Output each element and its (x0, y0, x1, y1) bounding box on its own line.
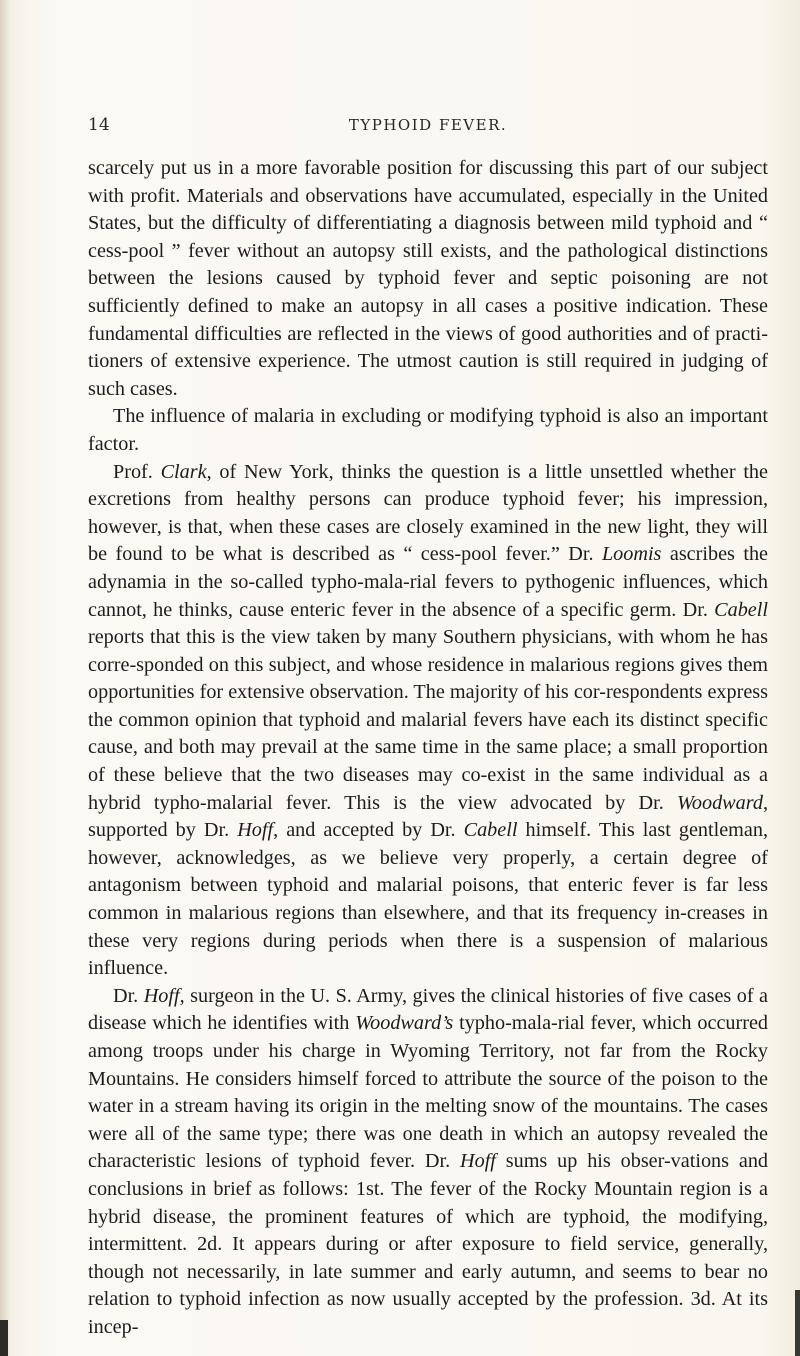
paragraph-malaria (88, 403, 768, 458)
text-run: The influence of malaria in excluding or modifying typhoid is also an important factor. (88, 405, 768, 455)
binding-mark-right (795, 1290, 800, 1356)
paragraph-continued (88, 155, 768, 403)
text-run: , and accepted by Dr. (273, 819, 464, 842)
running-head: TYPHOID FEVER. (348, 116, 508, 134)
paragraph-clark (88, 459, 768, 983)
text-run: Prof. (113, 460, 161, 483)
cited-name: Woodward’s (355, 1012, 454, 1035)
text-run: Dr. (113, 984, 144, 1007)
cited-name: Cabell (714, 598, 768, 621)
cited-name: Loomis (601, 543, 662, 566)
cited-name: Cabell (463, 819, 518, 842)
cited-name: Woodward (676, 791, 763, 814)
binding-mark-left (0, 1320, 8, 1356)
paragraph-hoff (88, 983, 768, 1342)
page-edge-shadow (0, 0, 10, 1356)
cited-name: Hoff (460, 1150, 496, 1173)
text-run: himself. This last gentleman, however, acknowledges, as we believe very properly, a certain degree of antagonism between typhoid and malarial poisons, that enteric fever is far less common in malarious regions than elsewhere, and that its frequency in-creases in these very regions during periods when there is a suspension of malarious influence. (88, 819, 768, 980)
cited-name: Clark (160, 460, 207, 483)
cited-name: Hoff (143, 984, 180, 1007)
text-run: , surgeon in the U. S. Army, gives the clinical histories of five cases of a disease which he identifies with (88, 984, 769, 1035)
text-run: scarcely put us in a more favorable position for discussing this part of our subject with profit. Materials and observations have accumulated, especially in the United States, but the difficulty of differentiating a diagnosis between mild typhoid and “ cess-pool ” fever without an autopsy still exists, and the pathological distinctions between the lesions caused by typhoid fever and septic poisoning are not sufficiently defined to make an autopsy in all cases a positive indication. These fundamental difficulties are reflected in the views of good authorities and of practi-tioners of extensive experience. The utmost caution is still required in judging of such cases. (88, 157, 768, 400)
page-number: 14 (88, 115, 110, 135)
text-run: typho-mala-rial fever, which occurred among troops under his charge in Wyoming Territory, not far from the Rocky Mountains. He considers himself forced to attribute the source of the poison to the water in a stream having its origin in the melting snow of the mountains. The cases were all of the same type; there was one death in which an autopsy revealed the characteristic lesions of typhoid fever. Dr. (88, 1012, 768, 1173)
text-run: , supported by Dr. (88, 791, 768, 842)
page-header (88, 115, 768, 139)
text-run: sums up his obser-vations and conclusions in brief as follows: 1st. The fever of the Rocky Mountain region is a hybrid disease, the prominent features of which are typhoid, the modifying, intermittent. 2d. It appears during or after exposure to field service, generally, though not necessarily, in late summer and early autumn, and seems to bear no relation to typhoid infection as now usually accepted by the profession. 3d. At its incep- (88, 1150, 769, 1338)
body-text (88, 155, 768, 1342)
cited-name: Hoff (237, 819, 274, 842)
text-run: ascribes the adynamia in the so-called typho-mala-rial fevers to pythogenic influences, which cannot, he thinks, cause enteric fever in the absence of a specific germ. Dr. (88, 543, 768, 621)
text-run: , of New York, thinks the question is a little unsettled whether the excretions from healthy persons can produce typhoid fever; his impression, however, is that, when these cases are closely examined in the new light, they will be found to be what is described as “ cess-pool fever.” Dr. (88, 460, 768, 566)
text-run: reports that this is the view taken by many Southern physicians, with whom he has corre-sponded on this subject, and whose residence in malarious regions gives them opportunities for extensive observation. The majority of his cor-respondents express the common opinion that typhoid and malarial fevers have each its distinct specific cause, and both may prevail at the same time in the same place; a small proportion of these believe that the two diseases may co-exist in the same individual as a hybrid typho-malarial fever. This is the view advocated by Dr. (88, 626, 768, 814)
